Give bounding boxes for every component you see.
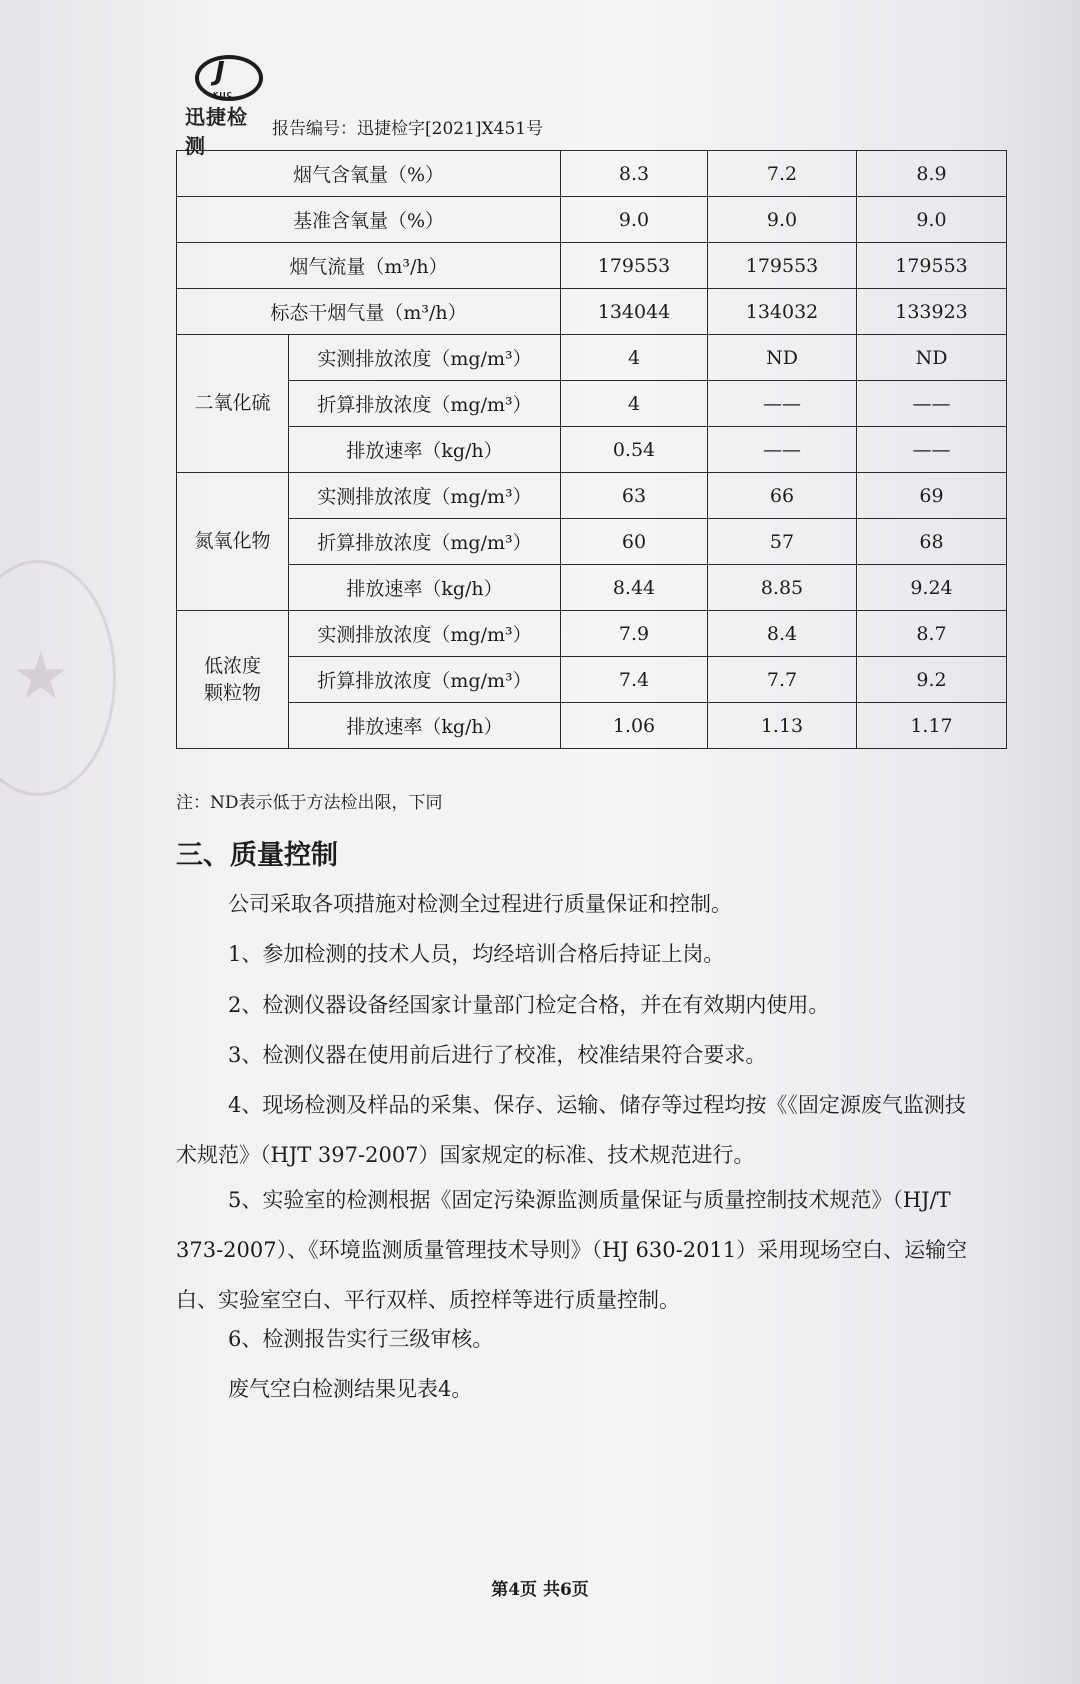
table-row (177, 335, 1007, 381)
table-row (177, 427, 1007, 473)
cell-value: 179553 (708, 243, 857, 289)
table-row (177, 381, 1007, 427)
report-number: 报告编号：迅捷检字[2021]X451号 (272, 119, 544, 139)
group-label-line: 颗粒物 (203, 681, 261, 704)
section-title: 三、质量控制 (176, 840, 338, 871)
cell-value: 7.4 (561, 657, 708, 703)
cell-value: —— (857, 381, 1007, 427)
qc-item: 1、参加检测的技术人员，均经培训合格后持证上岗。 (228, 942, 725, 966)
cell-value: 133923 (857, 289, 1007, 335)
section-closing: 废气空白检测结果见表4。 (228, 1377, 473, 1401)
table-row (177, 289, 1007, 335)
qc-item: 3、检测仪器在使用前后进行了校准，校准结果符合要求。 (228, 1043, 767, 1067)
table-row (177, 565, 1007, 611)
table-row (177, 151, 1007, 197)
cell-value: 8.3 (561, 151, 708, 197)
cell-value: 1.13 (708, 703, 857, 749)
cell-value: 9.24 (857, 565, 1007, 611)
table-row (177, 473, 1007, 519)
qc-item: 4、现场检测及样品的采集、保存、运输、储存等过程均按《《固定源废气监测技术规范》（HJT 397-2007）国家规定的标准、技术规范进行。 (176, 1093, 966, 1167)
cell-value: —— (857, 427, 1007, 473)
company-logo (185, 55, 267, 158)
logo-en-text: KJJC (213, 91, 233, 99)
qc-item: 2、检测仪器设备经国家计量部门检定合格，并在有效期内使用。 (228, 993, 830, 1017)
cell-value: 1.06 (561, 703, 708, 749)
table-note: 注：ND表示低于方法检出限，下同 (176, 793, 443, 813)
stamp-star-icon: ★ (12, 640, 70, 714)
cell-value: 179553 (561, 243, 708, 289)
page-number: 第4页 共6页 (491, 1580, 589, 1600)
cell-value: 9.2 (857, 657, 1007, 703)
qc-item: 6、检测报告实行三级审核。 (228, 1327, 494, 1351)
row-label: 折算排放浓度（mg/m³） (289, 381, 561, 427)
cell-value: 9.0 (708, 197, 857, 243)
cell-value: ND (708, 335, 857, 381)
cell-value: 69 (857, 473, 1007, 519)
cell-value: 9.0 (561, 197, 708, 243)
row-label: 标态干烟气量（m³/h） (177, 289, 561, 335)
cell-value: 179553 (857, 243, 1007, 289)
cell-value: 0.54 (561, 427, 708, 473)
cell-value: 63 (561, 473, 708, 519)
logo-mark-icon: J (215, 57, 225, 87)
table-row (177, 519, 1007, 565)
cell-value: 7.7 (708, 657, 857, 703)
row-label: 排放速率（kg/h） (289, 565, 561, 611)
table-row (177, 197, 1007, 243)
cell-value: 134044 (561, 289, 708, 335)
emission-table (176, 150, 1007, 749)
group-label: 二氧化硫 (177, 335, 289, 473)
cell-value: 66 (708, 473, 857, 519)
row-label: 基准含氧量（%） (177, 197, 561, 243)
cell-value: 9.0 (857, 197, 1007, 243)
group-label (177, 611, 289, 749)
row-label: 排放速率（kg/h） (289, 703, 561, 749)
row-label: 烟气含氧量（%） (177, 151, 561, 197)
cell-value: 1.17 (857, 703, 1007, 749)
cell-value: 8.4 (708, 611, 857, 657)
logo-cn-text: 迅捷检测 (185, 105, 248, 158)
cell-value: 8.7 (857, 611, 1007, 657)
table-row (177, 703, 1007, 749)
cell-value: 60 (561, 519, 708, 565)
row-label: 折算排放浓度（mg/m³） (289, 657, 561, 703)
cell-value: —— (708, 427, 857, 473)
cell-value: —— (708, 381, 857, 427)
row-label: 排放速率（kg/h） (289, 427, 561, 473)
row-label: 实测排放浓度（mg/m³） (289, 611, 561, 657)
cell-value: 57 (708, 519, 857, 565)
cell-value: 134032 (708, 289, 857, 335)
table-row (177, 657, 1007, 703)
row-label: 折算排放浓度（mg/m³） (289, 519, 561, 565)
row-label: 烟气流量（m³/h） (177, 243, 561, 289)
section-intro: 公司采取各项措施对检测全过程进行质量保证和控制。 (228, 892, 732, 916)
row-label: 实测排放浓度（mg/m³） (289, 473, 561, 519)
table-row (177, 243, 1007, 289)
qc-item: 5、实验室的检测根据《固定污染源监测质量保证与质量控制技术规范》（HJ/T 373-2007）、《环境监测质量管理技术导则》（HJ 630-2011）采用现场空白、运输空白、实验室空白、平行双样、质控样等进行质量控制。 (176, 1188, 968, 1312)
row-label: 实测排放浓度（mg/m³） (289, 335, 561, 381)
cell-value: 8.44 (561, 565, 708, 611)
group-label: 氮氧化物 (177, 473, 289, 611)
cell-value: 7.2 (708, 151, 857, 197)
cell-value: 8.9 (857, 151, 1007, 197)
cell-value: 8.85 (708, 565, 857, 611)
cell-value: 7.9 (561, 611, 708, 657)
cell-value: 4 (561, 335, 708, 381)
group-label-line: 低浓度 (203, 654, 261, 677)
cell-value: ND (857, 335, 1007, 381)
cell-value: 4 (561, 381, 708, 427)
table-row (177, 611, 1007, 657)
cell-value: 68 (857, 519, 1007, 565)
